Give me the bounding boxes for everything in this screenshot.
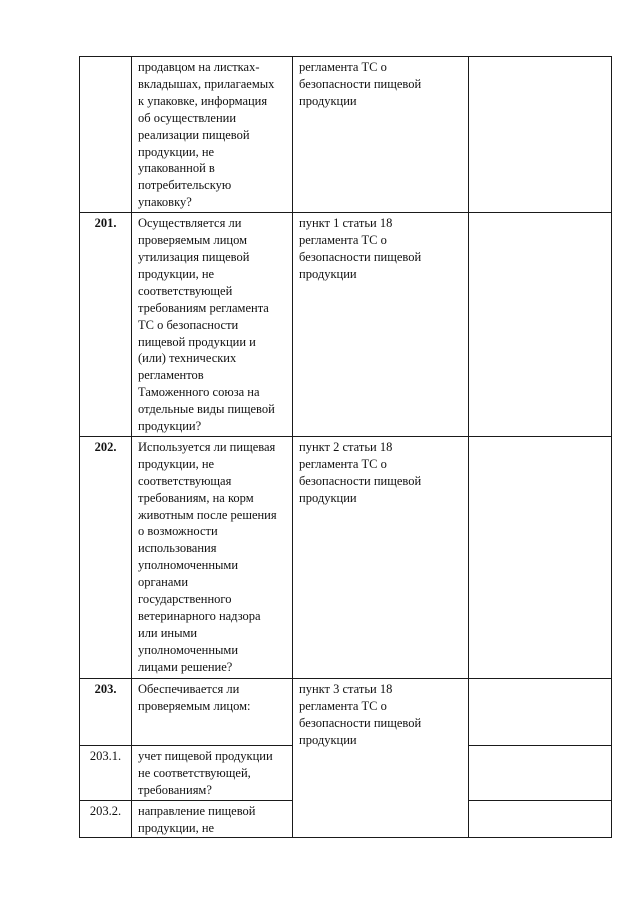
- note-cell: [469, 436, 612, 678]
- row-number: 203.2.: [89, 803, 122, 818]
- reference-text: пункт 3 статьи 18 регламента ТС о безопасности пищевой продукции: [299, 681, 422, 747]
- question-cell: [132, 436, 293, 678]
- reference-cell: [293, 678, 469, 838]
- question-text: Используется ли пищевая продукции, не соответствующая требованиям, на корм животным после решения о возможности использования уполномоченными органами государственного ветеринарного надзора или иными уполномоченными лицами решение?: [138, 439, 277, 674]
- question-text: учет пищевой продукции не соответствующей, требованиям?: [138, 748, 273, 797]
- reference-cell: [293, 57, 469, 213]
- table-row-201: [80, 213, 612, 437]
- checklist-table: [79, 56, 612, 838]
- reference-cell: [293, 213, 469, 437]
- question-cell: [132, 745, 293, 800]
- row-number: 203.1.: [89, 748, 122, 763]
- row-number-cell: [80, 745, 132, 800]
- note-cell: [469, 745, 612, 800]
- row-number-cell: [80, 678, 132, 745]
- reference-text: регламента ТС о безопасности пищевой продукции: [299, 60, 422, 108]
- question-cell: [132, 800, 293, 838]
- note-cell: [469, 800, 612, 838]
- row-number: 201.: [94, 216, 117, 231]
- question-text: направление пищевой продукции, не: [138, 803, 256, 835]
- note-cell: [469, 213, 612, 437]
- question-cell: [132, 678, 293, 745]
- note-cell: [469, 678, 612, 745]
- row-number: 202.: [94, 439, 117, 454]
- note-cell: [469, 57, 612, 213]
- row-number-cell: [80, 213, 132, 437]
- row-number-cell: [80, 800, 132, 838]
- question-cell: [132, 213, 293, 437]
- question-text: Обеспечивается ли проверяемым лицом:: [138, 681, 251, 713]
- table-row-continuation: [80, 57, 612, 213]
- reference-text: пункт 2 статьи 18 регламента ТС о безопасности пищевой продукции: [299, 439, 422, 505]
- table-row-202: [80, 436, 612, 678]
- question-cell: [132, 57, 293, 213]
- reference-text: пункт 1 статьи 18 регламента ТС о безопасности пищевой продукции: [299, 216, 422, 281]
- row-number-cell: [80, 57, 132, 213]
- question-text: продавцом на листках- вкладышах, прилагаемых к упаковке, информация об осуществлении реализации пищевой продукции, не упакованной в потребительскую упаковку?: [138, 60, 275, 210]
- reference-cell: [293, 436, 469, 678]
- row-number: 203.: [94, 681, 117, 696]
- row-number-cell: [80, 436, 132, 678]
- table-row-203: [80, 678, 612, 745]
- question-text: Осуществляется ли проверяемым лицом утилизация пищевой продукции, не соответствующей требованиям регламента ТС о безопасности пищевой продукции и (или) технических регламентов Таможенного союза на отдельные виды пищевой продукции?: [138, 216, 275, 434]
